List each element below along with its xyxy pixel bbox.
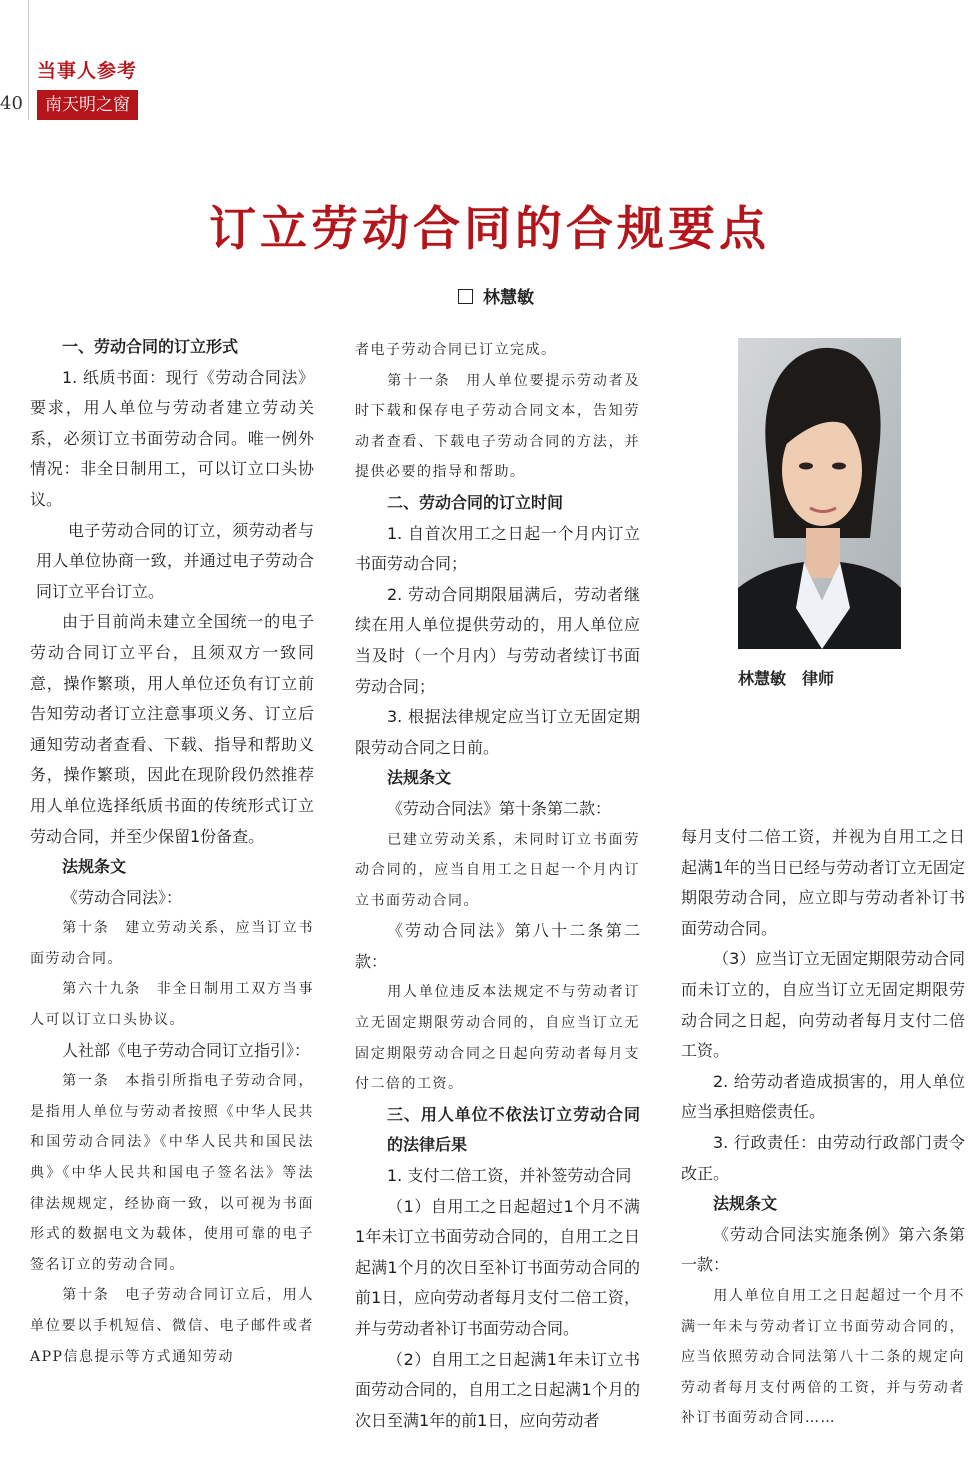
- law-quote: 者电子劳动合同已订立完成。: [355, 342, 557, 358]
- article-title: 订立劳动合同的合规要点: [209, 202, 770, 257]
- gutter-line: [28, 0, 29, 120]
- law-quote: 第十一条 用人单位要提示劳动者及时下载和保存电子劳动合同文本，告知劳动者查看、下载电子劳动合同的方法，并提供必要的指导和帮助。: [355, 372, 640, 481]
- law-source: 《劳动合同法》第十条第二款：: [387, 798, 612, 818]
- paragraph: 电子劳动合同的订立，须劳动者与用人单位协商一致，并通过电子劳动合同订立平台订立。: [36, 520, 314, 601]
- law-source: 《劳动合同法实施条例》第六条第一款：: [681, 1224, 965, 1275]
- paragraph: （1）自用工之日起超过1个月不满1年未订立书面劳动合同的，自用工之日起满1个月的次日至补订书面劳动合同的前1日，应向劳动者每月支付二倍工资，并与劳动者补订书面劳动合同。: [355, 1196, 640, 1338]
- paragraph: 3. 行政责任：由劳动行政部门责令改正。: [681, 1132, 965, 1183]
- section-heading-2: 二、劳动合同的订立时间: [387, 492, 564, 512]
- author-photo: [738, 338, 901, 649]
- law-source: 《劳动合同法》：: [62, 887, 183, 907]
- column-badge: 南天明之窗: [37, 90, 138, 120]
- paragraph: 由于目前尚未建立全国统一的电子劳动合同订立平台，且须双方一致同意，操作繁琐，用人单位还负有订立前告知劳动者订立注意事项义务、订立后通知劳动者查看、下载、指导和帮助义务，操作繁琐，因此在现阶段仍然推荐用人单位选择纸质书面的传统形式订立劳动合同，并至少保留1份备查。: [30, 612, 314, 846]
- paragraph: 2. 给劳动者造成损害的，用人单位应当承担赔偿责任。: [681, 1071, 965, 1122]
- law-quote: 用人单位违反本法规定不与劳动者订立无固定期限劳动合同的，自应当订立无固定期限劳动合同之日起向劳动者每月支付二倍的工资。: [355, 984, 640, 1093]
- law-heading: 法规条文: [713, 1194, 778, 1214]
- page-number: 40: [0, 93, 23, 114]
- column-3: [681, 822, 965, 1434]
- author-name: 林慧敏: [483, 288, 534, 308]
- paragraph: 1. 纸质书面：现行《劳动合同法》要求，用人单位与劳动者建立劳动关系，必须订立书面劳动合同。唯一例外情况：非全日制用工，可以订立口头协议。: [30, 367, 314, 509]
- paragraph: 每月支付二倍工资，并视为自用工之日起满1年的当日已经与劳动者订立无固定期限劳动合同，应立即与劳动者补订书面劳动合同。: [681, 827, 965, 938]
- paragraph: 1. 支付二倍工资，并补签劳动合同: [387, 1166, 632, 1186]
- column-2: [355, 335, 640, 1436]
- byline: [458, 283, 534, 308]
- law-heading: 法规条文: [62, 857, 127, 877]
- section-name: 当事人参考: [37, 60, 138, 82]
- byline-box-icon: [458, 289, 473, 304]
- paragraph: 2. 劳动合同期限届满后，劳动者继续在用人单位提供劳动的，用人单位应当及时（一个月内）与劳动者续订书面劳动合同；: [355, 584, 640, 696]
- law-quote: 第十条 建立劳动关系，应当订立书面劳动合同。: [30, 920, 314, 967]
- paragraph: 1. 自首次用工之日起一个月内订立书面劳动合同；: [355, 523, 640, 574]
- law-source: 《劳动合同法》第八十二条第二款：: [355, 921, 640, 971]
- portrait-image: [738, 338, 901, 649]
- law-quote: 第六十九条 非全日制用工双方当事人可以订立口头协议。: [30, 981, 314, 1029]
- law-quote: 已建立劳动关系，未同时订立书面劳动合同的，应当自用工之日起一个月内订立书面劳动合同。: [355, 831, 640, 909]
- paragraph: （3）应当订立无固定期限劳动合同而未订立的，自应当订立无固定期限劳动合同之日起，向劳动者每月支付二倍工资。: [681, 949, 965, 1061]
- law-source: 人社部《电子劳动合同订立指引》：: [62, 1040, 311, 1060]
- section-heading-1: 一、劳动合同的订立形式: [62, 337, 239, 356]
- law-quote: 用人单位自用工之日起超过一个月不满一年未与劳动者订立书面劳动合同的，应当依照劳动合同法第八十二条的规定向劳动者每月支付两倍的工资，并与劳动者补订书面劳动合同……: [681, 1287, 965, 1427]
- section-heading-3: 三、用人单位不依法订立劳动合同的法律后果: [387, 1104, 640, 1155]
- photo-caption: 林慧敏 律师: [738, 669, 835, 688]
- column-1: [30, 332, 314, 1372]
- paragraph: （2）自用工之日起满1年未订立书面劳动合同的，自用工之日起满1个月的次日至满1年的前1日，应向劳动者: [355, 1349, 640, 1430]
- law-quote: 第一条 本指引所指电子劳动合同，是指用人单位与劳动者按照《中华人民共和国劳动合同法》《中华人民共和国民法典》《中华人民共和国电子签名法》等法律法规规定，经协商一致，以可视为书面形式的数据电文为载体，使用可靠的电子签名订立的劳动合同。: [30, 1073, 314, 1273]
- law-heading: 法规条文: [387, 768, 452, 788]
- law-quote: 第十条 电子劳动合同订立后，用人单位要以手机短信、微信、电子邮件或者APP信息提示等方式通知劳动: [30, 1287, 314, 1365]
- paragraph: 3. 根据法律规定应当订立无固定期限劳动合同之日前。: [355, 707, 640, 757]
